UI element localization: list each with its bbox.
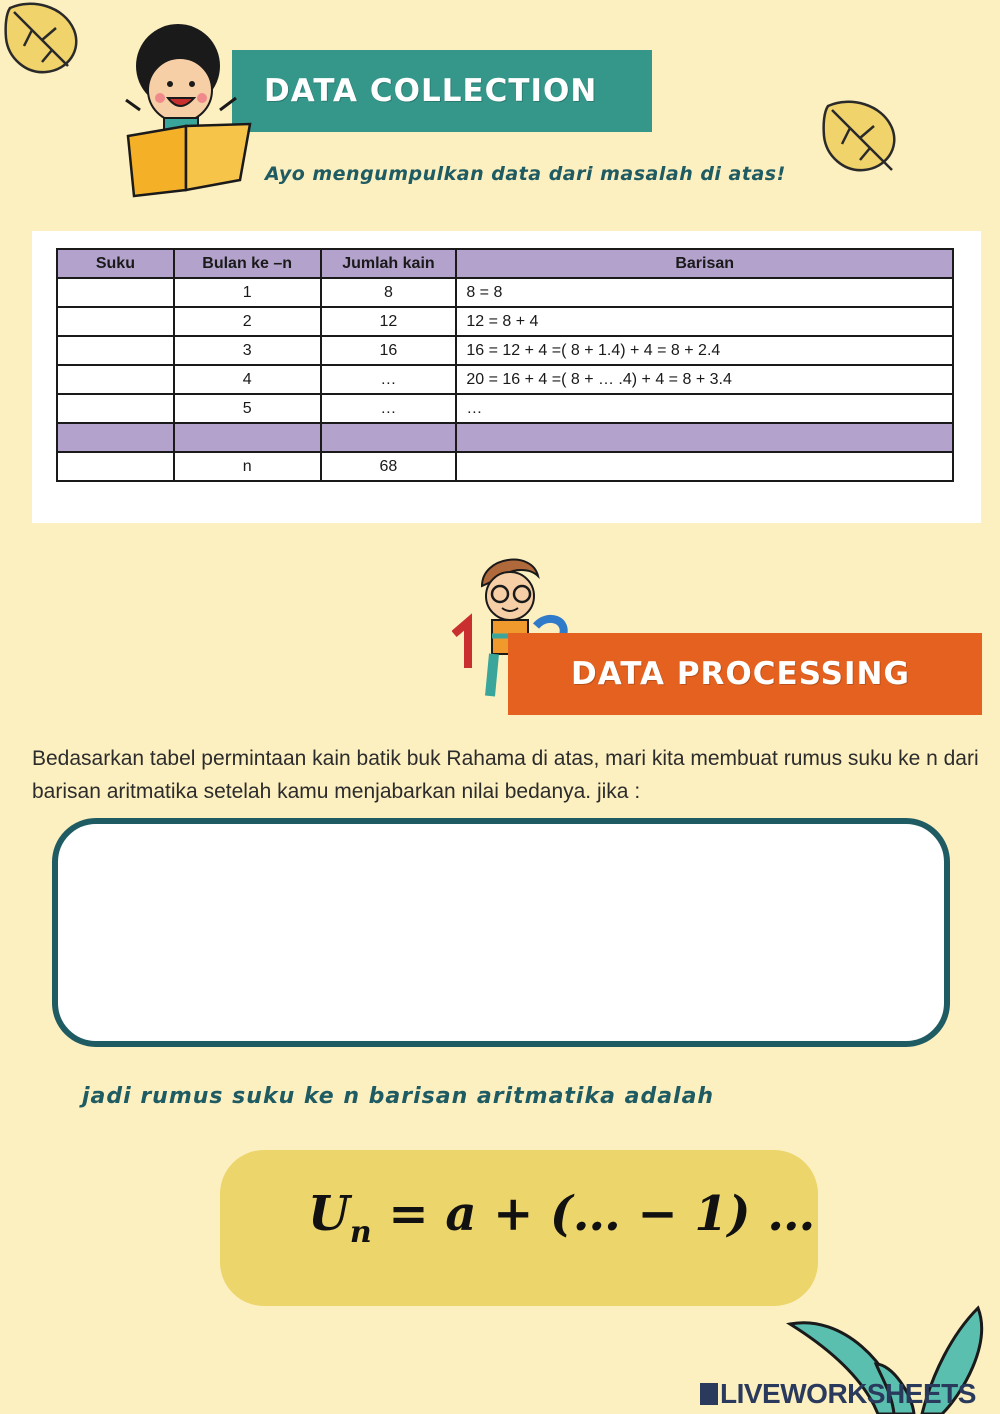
table-row [57,278,953,307]
header-bulan: Bulan ke –n [174,249,321,278]
cell-suku[interactable] [57,452,174,481]
data-collection-title: DATA COLLECTION [264,73,598,109]
cell-bulan: 3 [174,336,321,365]
cell-barisan: 16 = 12 + 4 =( 8 + 1.4) + 4 = 8 + 2.4 [456,336,953,365]
formula-rhs[interactable]: = a + (… − 1) … [371,1186,816,1242]
liveworksheets-logo-icon [700,1383,718,1405]
instruction-paragraph: Bedasarkan tabel permintaan kain batik buk Rahama di atas, mari kita membuat rumus suku ke n dari barisan aritmatika setelah kamu menjabarkan nilai bedanya. jika : [32,747,979,803]
cell-suku[interactable] [57,365,174,394]
formula [308,1186,815,1250]
cell-bulan: 2 [174,307,321,336]
leaf-icon [2,0,84,78]
table-row [57,307,953,336]
cell-suku[interactable] [57,307,174,336]
cell-jumlah[interactable]: … [321,394,457,423]
header-barisan: Barisan [456,249,953,278]
cell-suku[interactable] [57,278,174,307]
data-processing-banner [508,633,982,715]
cell-suku [57,423,174,452]
answer-input-box[interactable] [52,818,950,1047]
table-header-row [57,249,953,278]
cell-jumlah[interactable]: … [321,365,457,394]
data-table-container [32,231,981,523]
conclusion-text: jadi rumus suku ke n barisan aritmatika adalah [82,1084,715,1109]
table-row [57,452,953,481]
cell-suku[interactable] [57,394,174,423]
table-row [57,394,953,423]
liveworksheets-logo-text: LIVEWORKSHEETS [720,1378,976,1409]
data-processing-title: DATA PROCESSING [571,656,910,692]
cell-jumlah: 16 [321,336,457,365]
leaf-icon [820,98,902,176]
cell-barisan: 12 = 8 + 4 [456,307,953,336]
cell-jumlah: 68 [321,452,457,481]
formula-lhs: U [308,1186,350,1242]
liveworksheets-logo[interactable] [700,1378,976,1410]
cell-jumlah: 8 [321,278,457,307]
header-jumlah-kain: Jumlah kain [321,249,457,278]
cell-barisan[interactable] [456,452,953,481]
cell-bulan [174,423,321,452]
cell-barisan [456,423,953,452]
cell-suku[interactable] [57,336,174,365]
cell-jumlah [321,423,457,452]
cell-bulan: n [174,452,321,481]
cell-barisan: 8 = 8 [456,278,953,307]
data-collection-banner [232,50,652,132]
table-row [57,336,953,365]
data-collection-subtitle: Ayo mengumpulkan data dari masalah di atas! [265,163,786,185]
boy-reading-book-icon [120,18,260,198]
cell-bulan: 5 [174,394,321,423]
cell-barisan[interactable]: … [456,394,953,423]
header-suku: Suku [57,249,174,278]
cell-barisan[interactable]: 20 = 16 + 4 =( 8 + … .4) + 4 = 8 + 3.4 [456,365,953,394]
cell-jumlah: 12 [321,307,457,336]
table-row [57,423,953,452]
cell-bulan: 4 [174,365,321,394]
data-table [56,248,954,482]
formula-subscript: n [349,1215,372,1250]
cell-bulan: 1 [174,278,321,307]
table-row [57,365,953,394]
formula-box [220,1150,818,1306]
